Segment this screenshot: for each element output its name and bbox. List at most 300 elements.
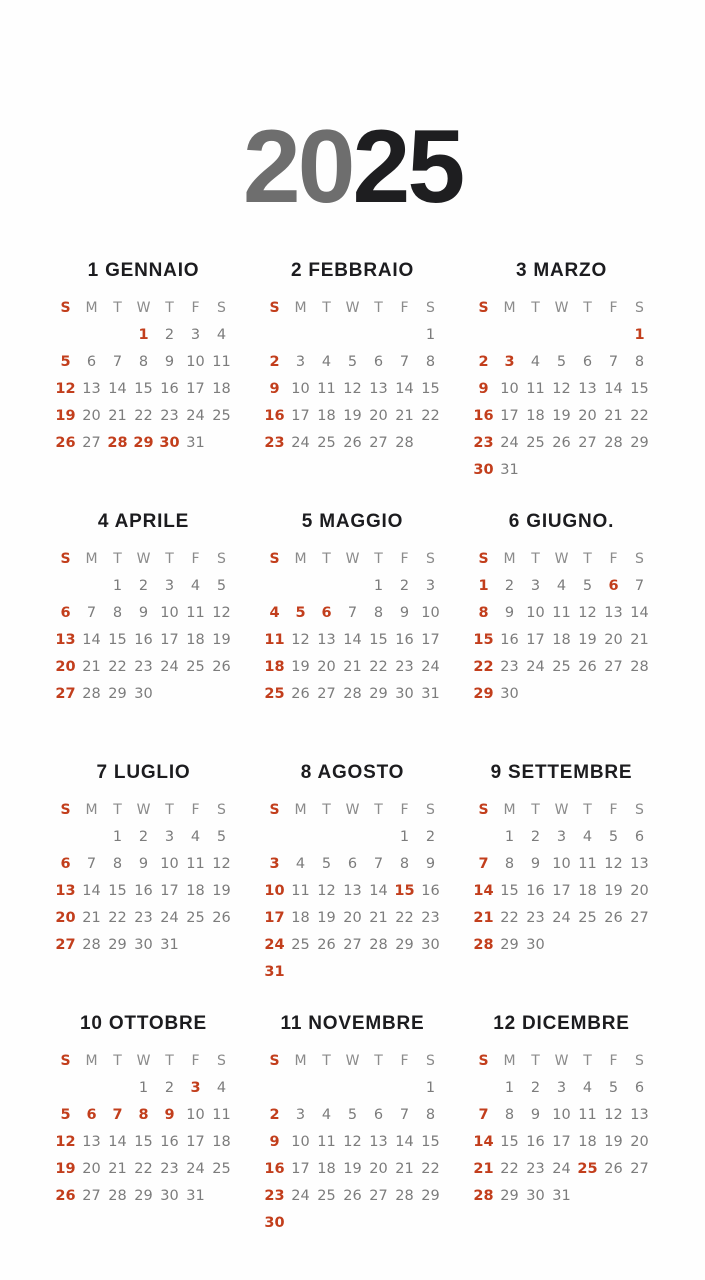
weekday-header: M bbox=[294, 300, 307, 317]
date-cell: 12 bbox=[604, 856, 623, 873]
date-cell: 26 bbox=[343, 435, 362, 452]
date-cell: 8 bbox=[373, 605, 384, 622]
date-cell: 16 bbox=[134, 632, 153, 649]
date-cell: 16 bbox=[395, 632, 414, 649]
weekday-header: T bbox=[113, 1053, 122, 1070]
date-cell: 11 bbox=[552, 605, 571, 622]
date-cell: 16 bbox=[264, 408, 285, 425]
weekday-header: F bbox=[191, 300, 200, 317]
weekday-header: T bbox=[113, 300, 122, 317]
date-cell: 12 bbox=[212, 856, 231, 873]
date-cell: 3 bbox=[164, 829, 175, 846]
months-grid bbox=[53, 260, 653, 1239]
date-cell: 20 bbox=[343, 910, 362, 927]
date-cell: 15 bbox=[500, 883, 519, 900]
month-gennaio bbox=[53, 260, 235, 486]
date-cell: 20 bbox=[604, 632, 623, 649]
date-cell: 14 bbox=[369, 883, 388, 900]
date-cell: 11 bbox=[317, 381, 336, 398]
date-cell: 27 bbox=[343, 937, 362, 954]
month-title: 4 APRILE bbox=[97, 510, 190, 532]
date-cell: 14 bbox=[473, 1134, 494, 1151]
month-title: 8 AGOSTO bbox=[300, 761, 405, 783]
weekday-header: M bbox=[503, 1053, 516, 1070]
date-cell: 7 bbox=[478, 856, 489, 873]
weekday-header: S bbox=[426, 802, 435, 819]
date-cell: 14 bbox=[82, 883, 101, 900]
date-cell: 8 bbox=[112, 856, 123, 873]
date-cell: 27 bbox=[604, 659, 623, 676]
date-cell: 29 bbox=[500, 937, 519, 954]
date-cell: 21 bbox=[473, 1161, 494, 1178]
weekday-header: F bbox=[191, 551, 200, 568]
date-cell: 30 bbox=[526, 1188, 545, 1205]
date-cell: 26 bbox=[55, 435, 76, 452]
date-cell: 6 bbox=[86, 1107, 97, 1124]
date-cell: 30 bbox=[159, 435, 180, 452]
date-cell: 10 bbox=[160, 605, 179, 622]
date-cell: 4 bbox=[582, 1080, 593, 1097]
date-cell: 30 bbox=[264, 1215, 285, 1232]
date-cell: 26 bbox=[212, 910, 231, 927]
date-cell: 6 bbox=[373, 354, 384, 371]
date-cell: 18 bbox=[317, 408, 336, 425]
date-cell: 1 bbox=[112, 829, 123, 846]
month-grid bbox=[262, 797, 444, 986]
date-cell: 23 bbox=[264, 435, 285, 452]
date-cell: 19 bbox=[604, 883, 623, 900]
date-cell: 9 bbox=[269, 1134, 280, 1151]
date-cell: 4 bbox=[190, 829, 201, 846]
date-cell: 16 bbox=[473, 408, 494, 425]
date-cell: 6 bbox=[347, 856, 358, 873]
date-cell: 27 bbox=[369, 435, 388, 452]
date-cell: 7 bbox=[608, 354, 619, 371]
month-grid bbox=[262, 295, 444, 457]
weekday-header: W bbox=[554, 1053, 569, 1070]
date-cell: 10 bbox=[264, 883, 285, 900]
date-cell: 6 bbox=[321, 605, 332, 622]
date-cell: 8 bbox=[504, 1107, 515, 1124]
weekday-header: S bbox=[635, 551, 644, 568]
date-cell: 29 bbox=[630, 435, 649, 452]
date-cell: 18 bbox=[186, 883, 205, 900]
date-cell: 12 bbox=[343, 1134, 362, 1151]
date-cell: 23 bbox=[264, 1188, 285, 1205]
date-cell: 7 bbox=[86, 605, 97, 622]
date-cell: 27 bbox=[317, 686, 336, 703]
date-cell: 3 bbox=[530, 578, 541, 595]
date-cell: 13 bbox=[317, 632, 336, 649]
date-cell: 8 bbox=[504, 856, 515, 873]
weekday-header: M bbox=[85, 1053, 98, 1070]
date-cell: 5 bbox=[347, 354, 358, 371]
weekday-header: S bbox=[635, 300, 644, 317]
date-cell: 16 bbox=[526, 883, 545, 900]
date-cell: 29 bbox=[500, 1188, 519, 1205]
date-cell: 9 bbox=[138, 856, 149, 873]
date-cell: 11 bbox=[578, 856, 597, 873]
month-maggio bbox=[262, 511, 444, 737]
date-cell: 7 bbox=[399, 354, 410, 371]
date-cell: 24 bbox=[552, 1161, 571, 1178]
date-cell: 11 bbox=[212, 1107, 231, 1124]
date-cell: 8 bbox=[425, 1107, 436, 1124]
date-cell: 21 bbox=[82, 659, 101, 676]
weekday-header: S bbox=[60, 300, 71, 317]
month-ottobre bbox=[53, 1013, 235, 1239]
date-cell: 2 bbox=[269, 1107, 280, 1124]
weekday-header: S bbox=[426, 1053, 435, 1070]
date-cell: 4 bbox=[190, 578, 201, 595]
date-cell: 31 bbox=[160, 937, 179, 954]
date-cell: 1 bbox=[373, 578, 384, 595]
date-cell: 17 bbox=[421, 632, 440, 649]
weekday-header: T bbox=[374, 551, 383, 568]
date-cell: 6 bbox=[86, 354, 97, 371]
date-cell: 7 bbox=[478, 1107, 489, 1124]
date-cell: 3 bbox=[504, 354, 515, 371]
date-cell: 18 bbox=[552, 632, 571, 649]
date-cell: 10 bbox=[186, 354, 205, 371]
month-title: 5 MAGGIO bbox=[301, 510, 404, 532]
date-cell: 8 bbox=[634, 354, 645, 371]
date-cell: 24 bbox=[160, 910, 179, 927]
date-cell: 24 bbox=[421, 659, 440, 676]
date-cell: 13 bbox=[82, 1134, 101, 1151]
date-cell: 12 bbox=[552, 381, 571, 398]
weekday-header: M bbox=[503, 300, 516, 317]
date-cell: 18 bbox=[291, 910, 310, 927]
date-cell: 11 bbox=[264, 632, 285, 649]
date-cell: 18 bbox=[526, 408, 545, 425]
date-cell: 28 bbox=[395, 435, 414, 452]
weekday-header: S bbox=[478, 1053, 489, 1070]
date-cell: 25 bbox=[317, 1188, 336, 1205]
date-cell: 26 bbox=[552, 435, 571, 452]
date-cell: 1 bbox=[634, 327, 645, 344]
weekday-header: S bbox=[269, 802, 280, 819]
weekday-header: M bbox=[503, 551, 516, 568]
date-cell: 23 bbox=[160, 1161, 179, 1178]
date-cell: 2 bbox=[138, 829, 149, 846]
date-cell: 17 bbox=[160, 632, 179, 649]
date-cell: 26 bbox=[291, 686, 310, 703]
date-cell: 2 bbox=[504, 578, 515, 595]
date-cell: 22 bbox=[500, 910, 519, 927]
date-cell: 26 bbox=[55, 1188, 76, 1205]
date-cell: 26 bbox=[604, 1161, 623, 1178]
date-cell: 31 bbox=[421, 686, 440, 703]
weekday-header: T bbox=[322, 551, 331, 568]
date-cell: 1 bbox=[138, 1080, 149, 1097]
date-cell: 7 bbox=[112, 1107, 123, 1124]
date-cell: 20 bbox=[369, 1161, 388, 1178]
date-cell: 25 bbox=[291, 937, 310, 954]
date-cell: 20 bbox=[82, 408, 101, 425]
date-cell: 4 bbox=[530, 354, 541, 371]
date-cell: 17 bbox=[186, 1134, 205, 1151]
weekday-header: W bbox=[554, 300, 569, 317]
date-cell: 1 bbox=[399, 829, 410, 846]
weekday-header: M bbox=[294, 802, 307, 819]
date-cell: 2 bbox=[399, 578, 410, 595]
date-cell: 13 bbox=[343, 883, 362, 900]
date-cell: 24 bbox=[186, 1161, 205, 1178]
date-cell: 16 bbox=[421, 883, 440, 900]
date-cell: 5 bbox=[608, 1080, 619, 1097]
date-cell: 25 bbox=[552, 659, 571, 676]
date-cell: 6 bbox=[634, 829, 645, 846]
date-cell: 19 bbox=[343, 408, 362, 425]
weekday-header: T bbox=[374, 1053, 383, 1070]
date-cell: 23 bbox=[473, 435, 494, 452]
date-cell: 30 bbox=[134, 937, 153, 954]
date-cell: 19 bbox=[578, 632, 597, 649]
date-cell: 1 bbox=[504, 1080, 515, 1097]
date-cell: 17 bbox=[291, 1161, 310, 1178]
date-cell: 31 bbox=[186, 1188, 205, 1205]
weekday-header: M bbox=[85, 300, 98, 317]
month-title: 11 NOVEMBRE bbox=[280, 1012, 425, 1034]
date-cell: 13 bbox=[369, 381, 388, 398]
month-dicembre bbox=[471, 1013, 653, 1239]
date-cell: 7 bbox=[399, 1107, 410, 1124]
date-cell: 22 bbox=[108, 659, 127, 676]
date-cell: 30 bbox=[421, 937, 440, 954]
date-cell: 2 bbox=[269, 354, 280, 371]
date-cell: 15 bbox=[421, 1134, 440, 1151]
date-cell: 16 bbox=[526, 1134, 545, 1151]
date-cell: 20 bbox=[317, 659, 336, 676]
date-cell: 17 bbox=[526, 632, 545, 649]
date-cell: 17 bbox=[160, 883, 179, 900]
date-cell: 28 bbox=[82, 686, 101, 703]
date-cell: 14 bbox=[630, 605, 649, 622]
date-cell: 22 bbox=[395, 910, 414, 927]
date-cell: 22 bbox=[421, 1161, 440, 1178]
weekday-header: T bbox=[322, 802, 331, 819]
weekday-header: T bbox=[531, 551, 540, 568]
weekday-header: F bbox=[609, 1053, 618, 1070]
weekday-header: S bbox=[217, 802, 226, 819]
date-cell: 9 bbox=[138, 605, 149, 622]
date-cell: 6 bbox=[60, 856, 71, 873]
date-cell: 12 bbox=[212, 605, 231, 622]
month-title: 9 SETTEMBRE bbox=[490, 761, 633, 783]
weekday-header: S bbox=[635, 1053, 644, 1070]
date-cell: 9 bbox=[478, 381, 489, 398]
date-cell: 28 bbox=[108, 1188, 127, 1205]
weekday-header: S bbox=[478, 802, 489, 819]
date-cell: 28 bbox=[343, 686, 362, 703]
weekday-header: S bbox=[426, 551, 435, 568]
date-cell: 6 bbox=[373, 1107, 384, 1124]
weekday-header: F bbox=[609, 551, 618, 568]
date-cell: 17 bbox=[552, 1134, 571, 1151]
date-cell: 7 bbox=[86, 856, 97, 873]
date-cell: 27 bbox=[82, 435, 101, 452]
month-grid bbox=[471, 797, 653, 959]
date-cell: 3 bbox=[295, 1107, 306, 1124]
weekday-header: S bbox=[269, 551, 280, 568]
date-cell: 7 bbox=[347, 605, 358, 622]
date-cell: 5 bbox=[347, 1107, 358, 1124]
weekday-header: F bbox=[609, 300, 618, 317]
date-cell: 9 bbox=[425, 856, 436, 873]
date-cell: 25 bbox=[212, 408, 231, 425]
weekday-header: S bbox=[269, 300, 280, 317]
date-cell: 29 bbox=[133, 435, 154, 452]
weekday-header: T bbox=[165, 802, 174, 819]
date-cell: 3 bbox=[269, 856, 280, 873]
date-cell: 25 bbox=[186, 910, 205, 927]
date-cell: 1 bbox=[478, 578, 489, 595]
date-cell: 29 bbox=[108, 686, 127, 703]
date-cell: 20 bbox=[630, 1134, 649, 1151]
date-cell: 11 bbox=[317, 1134, 336, 1151]
month-luglio bbox=[53, 762, 235, 988]
date-cell: 10 bbox=[552, 856, 571, 873]
date-cell: 5 bbox=[216, 578, 227, 595]
date-cell: 4 bbox=[269, 605, 280, 622]
month-title: 6 GIUGNO. bbox=[508, 510, 615, 532]
date-cell: 21 bbox=[395, 1161, 414, 1178]
date-cell: 20 bbox=[82, 1161, 101, 1178]
weekday-header: M bbox=[85, 802, 98, 819]
weekday-header: S bbox=[217, 300, 226, 317]
date-cell: 5 bbox=[60, 354, 71, 371]
date-cell: 5 bbox=[556, 354, 567, 371]
date-cell: 5 bbox=[60, 1107, 71, 1124]
month-marzo bbox=[471, 260, 653, 486]
weekday-header: W bbox=[136, 802, 151, 819]
date-cell: 29 bbox=[473, 686, 494, 703]
date-cell: 18 bbox=[578, 883, 597, 900]
weekday-header: F bbox=[609, 802, 618, 819]
date-cell: 29 bbox=[108, 937, 127, 954]
date-cell: 21 bbox=[343, 659, 362, 676]
date-cell: 30 bbox=[526, 937, 545, 954]
month-grid bbox=[53, 1048, 235, 1210]
date-cell: 17 bbox=[500, 408, 519, 425]
date-cell: 13 bbox=[55, 883, 76, 900]
date-cell: 21 bbox=[369, 910, 388, 927]
month-title: 1 GENNAIO bbox=[87, 259, 200, 281]
date-cell: 29 bbox=[134, 1188, 153, 1205]
date-cell: 3 bbox=[556, 829, 567, 846]
date-cell: 7 bbox=[112, 354, 123, 371]
month-giugno bbox=[471, 511, 653, 737]
weekday-header: T bbox=[165, 551, 174, 568]
date-cell: 19 bbox=[212, 632, 231, 649]
date-cell: 19 bbox=[55, 1161, 76, 1178]
month-grid bbox=[262, 1048, 444, 1237]
year-first-digits: 20 bbox=[242, 109, 353, 225]
date-cell: 27 bbox=[630, 910, 649, 927]
date-cell: 22 bbox=[134, 408, 153, 425]
date-cell: 15 bbox=[630, 381, 649, 398]
date-cell: 3 bbox=[164, 578, 175, 595]
date-cell: 8 bbox=[112, 605, 123, 622]
weekday-header: T bbox=[165, 1053, 174, 1070]
date-cell: 28 bbox=[107, 435, 128, 452]
date-cell: 27 bbox=[630, 1161, 649, 1178]
date-cell: 2 bbox=[478, 354, 489, 371]
date-cell: 30 bbox=[395, 686, 414, 703]
weekday-header: T bbox=[531, 1053, 540, 1070]
date-cell: 6 bbox=[60, 605, 71, 622]
date-cell: 1 bbox=[112, 578, 123, 595]
date-cell: 22 bbox=[500, 1161, 519, 1178]
weekday-header: W bbox=[554, 802, 569, 819]
date-cell: 22 bbox=[134, 1161, 153, 1178]
date-cell: 15 bbox=[134, 1134, 153, 1151]
month-grid bbox=[471, 546, 653, 708]
date-cell: 1 bbox=[425, 327, 436, 344]
date-cell: 11 bbox=[526, 381, 545, 398]
date-cell: 21 bbox=[473, 910, 494, 927]
date-cell: 24 bbox=[526, 659, 545, 676]
date-cell: 17 bbox=[186, 381, 205, 398]
date-cell: 7 bbox=[634, 578, 645, 595]
weekday-header: F bbox=[400, 300, 409, 317]
date-cell: 24 bbox=[552, 910, 571, 927]
date-cell: 16 bbox=[500, 632, 519, 649]
date-cell: 15 bbox=[134, 381, 153, 398]
date-cell: 26 bbox=[604, 910, 623, 927]
date-cell: 3 bbox=[190, 327, 201, 344]
date-cell: 24 bbox=[160, 659, 179, 676]
date-cell: 8 bbox=[138, 354, 149, 371]
date-cell: 12 bbox=[317, 883, 336, 900]
weekday-header: S bbox=[478, 551, 489, 568]
date-cell: 21 bbox=[604, 408, 623, 425]
date-cell: 10 bbox=[421, 605, 440, 622]
date-cell: 4 bbox=[321, 354, 332, 371]
date-cell: 27 bbox=[369, 1188, 388, 1205]
date-cell: 2 bbox=[530, 829, 541, 846]
date-cell: 19 bbox=[55, 408, 76, 425]
weekday-header: T bbox=[583, 300, 592, 317]
date-cell: 30 bbox=[160, 1188, 179, 1205]
date-cell: 9 bbox=[164, 354, 175, 371]
date-cell: 25 bbox=[577, 1161, 598, 1178]
date-cell: 19 bbox=[317, 910, 336, 927]
date-cell: 6 bbox=[634, 1080, 645, 1097]
weekday-header: S bbox=[217, 551, 226, 568]
date-cell: 14 bbox=[604, 381, 623, 398]
date-cell: 27 bbox=[55, 686, 76, 703]
weekday-header: T bbox=[113, 802, 122, 819]
weekday-header: S bbox=[60, 802, 71, 819]
month-grid bbox=[471, 295, 653, 484]
month-grid bbox=[53, 295, 235, 457]
date-cell: 26 bbox=[317, 937, 336, 954]
date-cell: 31 bbox=[552, 1188, 571, 1205]
date-cell: 14 bbox=[108, 381, 127, 398]
date-cell: 24 bbox=[291, 1188, 310, 1205]
weekday-header: T bbox=[165, 300, 174, 317]
date-cell: 12 bbox=[55, 381, 76, 398]
date-cell: 3 bbox=[556, 1080, 567, 1097]
date-cell: 14 bbox=[395, 1134, 414, 1151]
date-cell: 11 bbox=[291, 883, 310, 900]
date-cell: 24 bbox=[186, 408, 205, 425]
date-cell: 8 bbox=[399, 856, 410, 873]
date-cell: 15 bbox=[108, 632, 127, 649]
date-cell: 8 bbox=[138, 1107, 149, 1124]
